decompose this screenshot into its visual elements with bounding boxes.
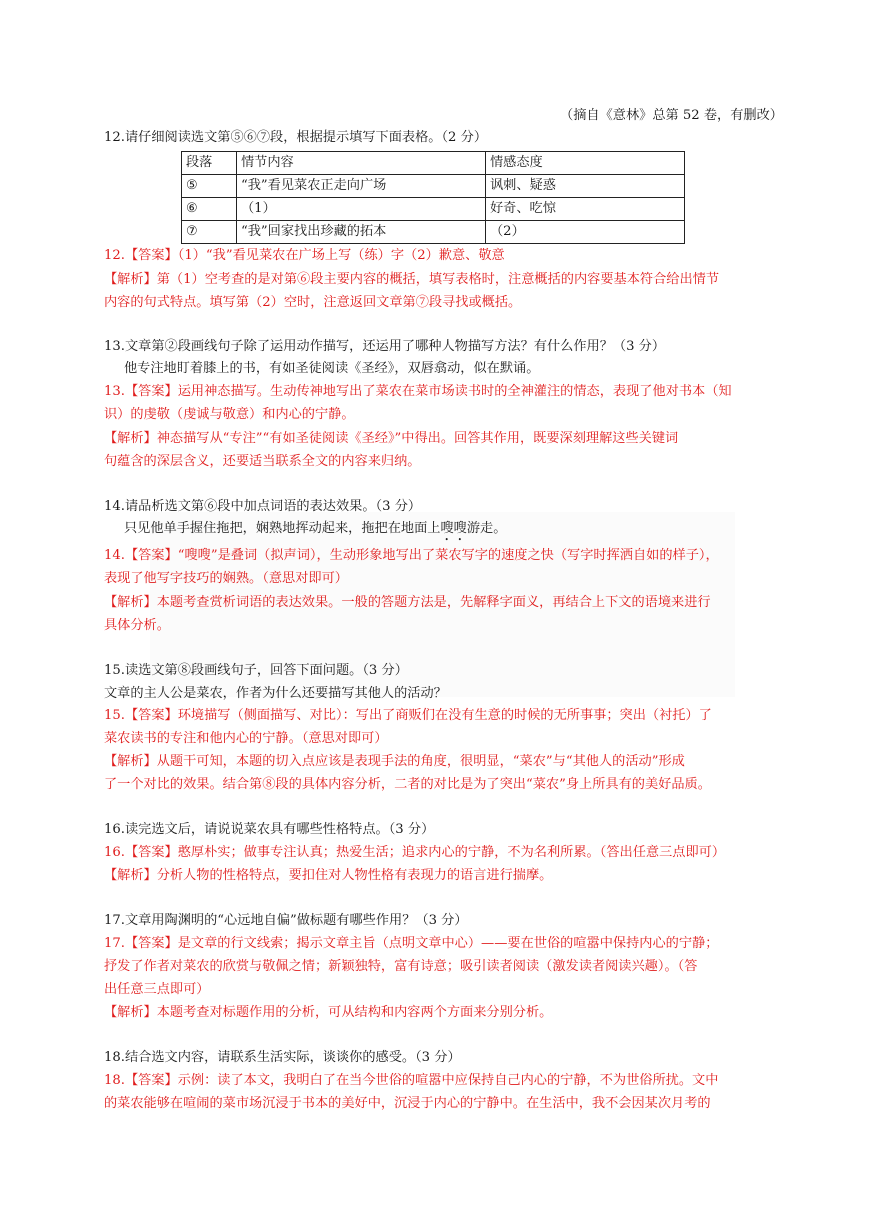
q15-sub-question: 文章的主人公是菜农，作者为什么还要描写其他人的活动？ <box>104 686 447 701</box>
q17-answer-line: 抒发了作者对菜农的欣赏与敬佩之情；新颖独特，富有诗意；吸引读者阅读（激发读者阅读兴趣）。（答 <box>104 959 698 974</box>
q17-answer-line: 出任意三点即可） <box>104 982 210 997</box>
answer-label: 15.【答案】 <box>104 708 178 723</box>
analysis-text: 本题考查赏析词语的表达效果。一般的答题方法是，先解释字面义，再结合上下文的语境来进行 <box>156 595 711 610</box>
q15-answer-line: 菜农读书的专注和他内心的宁静。（意思对即可） <box>104 731 388 746</box>
q14-analysis-line: 具体分析。 <box>104 618 170 633</box>
quote-text: 只见他单手握住拖把，娴熟地挥动起来，拖把在地面上 <box>124 521 441 536</box>
q12-question: 12.请仔细阅读选文第⑤⑥⑦段，根据提示填写下面表格。（2 分） <box>104 130 488 145</box>
q16-question: 16.读完选文后，请说说菜农具有哪些性格特点。（3 分） <box>104 822 435 837</box>
analysis-label: 【解析】 <box>104 868 157 883</box>
q18-question: 18.结合选文内容，请联系生活实际，谈谈你的感受。（3 分） <box>104 1050 461 1065</box>
q13-answer-line <box>104 382 732 402</box>
q12-analysis-line <box>104 270 719 290</box>
analysis-label: 【解析】 <box>104 754 157 769</box>
q18-answer-line <box>104 1071 718 1091</box>
table-cell: 讽刺、疑惑 <box>486 175 685 198</box>
table-row <box>182 198 685 221</box>
q15-analysis-line <box>104 752 685 772</box>
quote-text: 游走。 <box>466 521 507 536</box>
q17-analysis <box>104 1003 552 1023</box>
answer-text: 是文章的行文线索；揭示文章主旨（点明文章中心）——要在世俗的喧嚣中保持内心的宁静； <box>177 936 719 951</box>
q14-question: 14.请品析选文第⑥段中加点词语的表达效果。（3 分） <box>104 499 422 514</box>
table-row <box>182 175 685 198</box>
q18-answer-line: 的菜农能够在喧闹的菜市场沉浸于书本的美好中，沉浸于内心的宁静中。在生活中，我不会因某次月考的 <box>104 1096 711 1111</box>
answer-text: 运用神态描写。生动传神地写出了菜农在菜市场读书时的全神灌注的情态，表现了他对书本（知 <box>177 384 732 399</box>
q14-answer-line: 表现了他写字技巧的娴熟。（意思对即可） <box>104 571 348 586</box>
dotted-word: 嗖嗖 <box>440 521 467 536</box>
analysis-label: 【解析】 <box>104 272 157 287</box>
table-cell: ⑥ <box>182 198 237 221</box>
table-cell: ⑤ <box>182 175 237 198</box>
q14-quote <box>124 519 506 544</box>
answer-text: （1）“我”看见菜农在广场上写（练）字（2）歉意、敬意 <box>177 248 505 263</box>
table-cell: 好奇、吃惊 <box>486 198 685 221</box>
answer-label: 17.【答案】 <box>104 936 178 951</box>
table-cell: （2） <box>486 221 685 244</box>
analysis-text: 本题考查对标题作用的分析，可从结构和内容两个方面来分别分析。 <box>156 1005 553 1020</box>
q15-question: 15.读选文第⑧段画线句子，回答下面问题。（3 分） <box>104 663 408 678</box>
analysis-text: 从题干可知，本题的切入点应该是表现手法的角度，很明显，“菜农”与“其他人的活动”形成 <box>156 754 685 769</box>
q13-answer-line: 识）的虔敬（虔诚与敬意）和内心的宁静。 <box>104 407 355 422</box>
table-cell: “我”回家找出珍藏的拓本 <box>237 221 486 244</box>
table-header-cell: 情感态度 <box>486 152 685 175</box>
q15-answer-line <box>104 706 712 726</box>
table-row <box>182 221 685 244</box>
answer-text: 憨厚朴实；做事专注认真；热爱生活；追求内心的宁静，不为名利所累。（答出任意三点即可） <box>177 845 726 860</box>
analysis-label: 【解析】 <box>104 1005 157 1020</box>
table-cell: （1） <box>237 198 486 221</box>
q17-question: 17.文章用陶渊明的“心远地自偏”做标题有哪些作用？（3 分） <box>104 913 468 928</box>
analysis-text: 第（1）空考查的是对第⑥段主要内容的概括，填写表格时，注意概括的内容要基本符合给出情节 <box>156 272 720 287</box>
table-cell: ⑦ <box>182 221 237 244</box>
table-header-cell: 情节内容 <box>237 152 486 175</box>
q14-answer-line <box>104 546 719 566</box>
q15-analysis-line: 了一个对比的效果。结合第⑧段的具体内容分析，二者的对比是为了突出“菜农”身上所具有的美好品质。 <box>104 777 711 792</box>
analysis-label: 【解析】 <box>104 595 157 610</box>
q16-analysis <box>104 866 552 886</box>
answer-label: 14.【答案】 <box>104 548 178 563</box>
table-header-cell: 段落 <box>182 152 237 175</box>
q12-answer <box>104 246 505 266</box>
answer-label: 13.【答案】 <box>104 384 178 399</box>
analysis-text: 分析人物的性格特点，要扣住对人物性格有表现力的语言进行揣摩。 <box>156 868 553 883</box>
answer-label: 18.【答案】 <box>104 1073 178 1088</box>
answer-text: 环境描写（侧面描写、对比）：写出了商贩们在没有生意的时候的无所事事；突出（衬托）了 <box>177 708 712 723</box>
answer-label: 12.【答案】 <box>104 248 178 263</box>
answer-text: 示例：读了本文，我明白了在当今世俗的喧嚣中应保持自己内心的宁静，不为世俗所扰。文中 <box>177 1073 719 1088</box>
q14-analysis-line <box>104 593 711 613</box>
q13-quote: 他专注地盯着膝上的书，有如圣徒阅读《圣经》，双唇翕动，似在默诵。 <box>124 361 540 376</box>
source-note: （摘自《意林》总第 52 卷，有删改） <box>560 108 783 123</box>
q13-analysis-line <box>104 429 678 449</box>
q16-answer <box>104 843 725 863</box>
answer-text: “嗖嗖”是叠词（拟声词），生动形象地写出了菜农写字的速度之快（写字时挥洒自如的样子）， <box>177 548 719 563</box>
analysis-text: 神态描写从“专注”“有如圣徒阅读《圣经》”中得出。回答其作用，既要深刻理解这些关键词 <box>156 431 679 446</box>
table-cell: “我”看见菜农正走向广场 <box>237 175 486 198</box>
q17-answer-line <box>104 934 718 954</box>
table-header-row <box>182 152 685 175</box>
plot-table <box>181 151 685 244</box>
answer-label: 16.【答案】 <box>104 845 178 860</box>
q12-analysis-line: 内容的句式特点。填写第（2）空时，注意返回文章第⑦段寻找或概括。 <box>104 295 522 310</box>
q13-question: 13.文章第②段画线句子除了运用动作描写，还运用了哪种人物描写方法？有什么作用？（3 分） <box>104 339 666 354</box>
q13-analysis-line: 句蕴含的深层含义，还要适当联系全文的内容来归纳。 <box>104 454 421 469</box>
analysis-label: 【解析】 <box>104 431 157 446</box>
